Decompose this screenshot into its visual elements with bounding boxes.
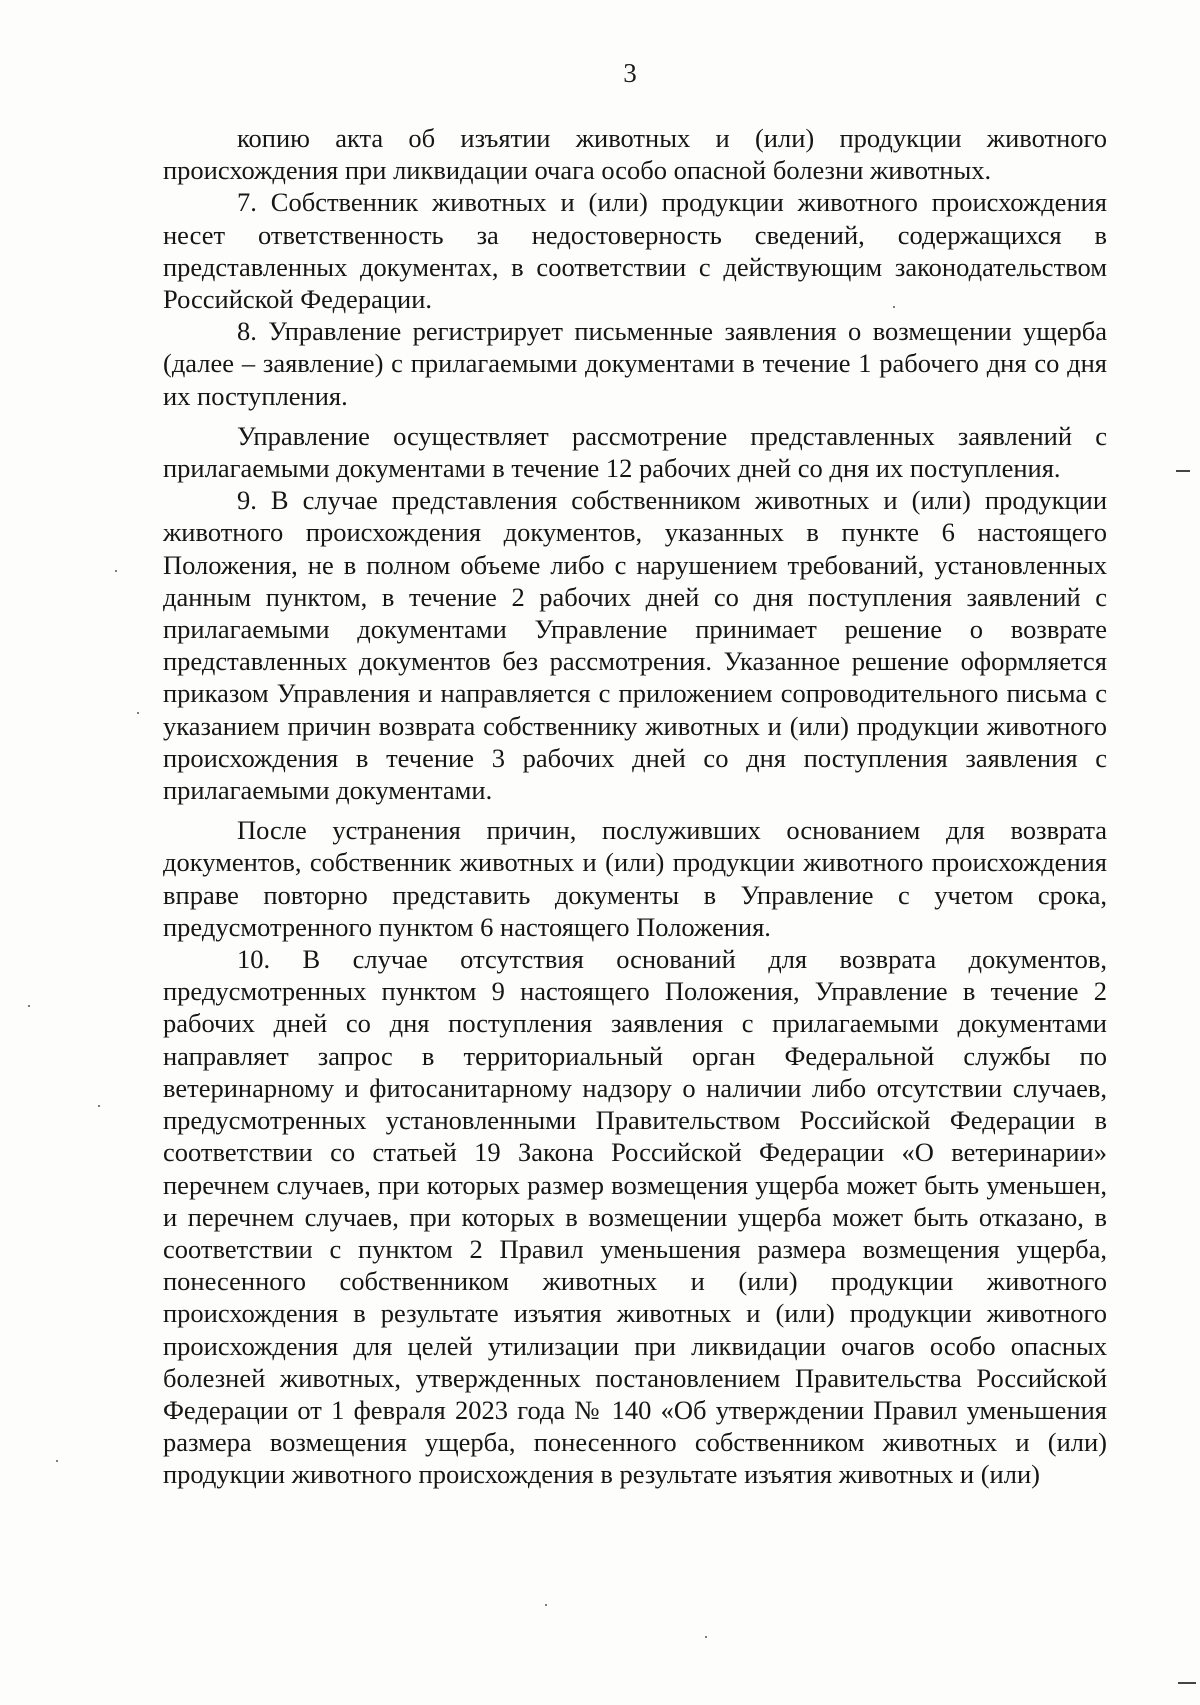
page-number: 3 (623, 58, 637, 88)
paragraph-continuation: копию акта об изъятии животных и (или) продукции животного происхождения при ликвидации очага особо опасной болезни животных. (163, 123, 1107, 186)
paragraph-item-8-review: Управление осуществляет рассмотрение представленных заявлений с прилагаемыми документами в течение 12 рабочих дней со дня их поступления. (163, 420, 1107, 484)
scan-speck (545, 1604, 547, 1606)
document-body (163, 122, 1107, 1491)
paragraph-item-10: 10. В случае отсутствия оснований для возврата документов, предусмотренных пунктом 9 настоящего Положения, Управление в течение 2 рабочих дней со дня поступления заявления с прилагаемыми документами направляет запрос в территориальный орган Федеральной службы по ветеринарному и фитосанитарному надзору о наличии либо отсутствии случаев, предусмотренных установленными Правительством Российской Федерации в соответствии со статьей 19 Закона Российской Федерации «О ветеринарии» перечнем случаев, при которых размер возмещения ущерба может быть уменьшен, и перечнем случаев, при которых в возмещении ущерба может быть отказано, в соответствии с пунктом 2 Правил уменьшения размера возмещения ущерба, понесенного собственником животных и (или) продукции животного происхождения в результате изъятия животных и (или) продукции животного происхождения для целей утилизации при ликвидации очагов особо опасных болезней животных, утвержденных постановлением Правительства Российской Федерации от 1 февраля 2023 года № 140 «Об утверждении Правил уменьшения размера возмещения ущерба, понесенного собственником животных и (или) продукции животного происхождения в результате изъятия животных и (или) (163, 944, 1107, 1490)
scan-speck (98, 1105, 100, 1107)
scan-speck (893, 306, 895, 308)
scan-edge-mark (1176, 470, 1190, 472)
scan-speck (115, 570, 117, 572)
paragraph-item-9: 9. В случае представления собственником животных и (или) продукции животного происхождения документов, указанных в пункте 6 настоящего Положения, не в полном объеме либо с нарушением требований, установленных данным пунктом, в течение 2 рабочих дней со дня поступления заявлений с прилагаемыми документами Управление принимает решение о возврате представленных документов без рассмотрения. Указанное решение оформляется приказом Управления и направляется с приложением сопроводительного письма с указанием причин возврата собственнику животных и (или) продукции животного происхождения в течение 3 рабочих дней со дня поступления заявления с прилагаемыми документами. (163, 485, 1107, 806)
scan-speck (28, 1005, 30, 1007)
paragraph-item-7: 7. Собственник животных и (или) продукции животного происхождения несет ответственность за недостоверность сведений, содержащихся в представленных документах, в соответствии с действующим законодательством Российской Федерации. (163, 187, 1107, 315)
paragraph-item-8: 8. Управление регистрирует письменные заявления о возмещении ущерба (далее – заявление) с прилагаемыми документами в течение 1 рабочего дня со дня их поступления. (163, 316, 1107, 411)
scan-speck (705, 1636, 707, 1638)
paragraph-item-9-resubmission: После устранения причин, послуживших основанием для возврата документов, собственник животных и (или) продукции животного происхождения вправе повторно представить документы в Управление с учетом срока, предусмотренного пунктом 6 настоящего Положения. (163, 815, 1107, 942)
scan-speck (137, 712, 139, 714)
scan-edge-mark (1178, 1682, 1196, 1684)
scan-speck (56, 1460, 58, 1462)
